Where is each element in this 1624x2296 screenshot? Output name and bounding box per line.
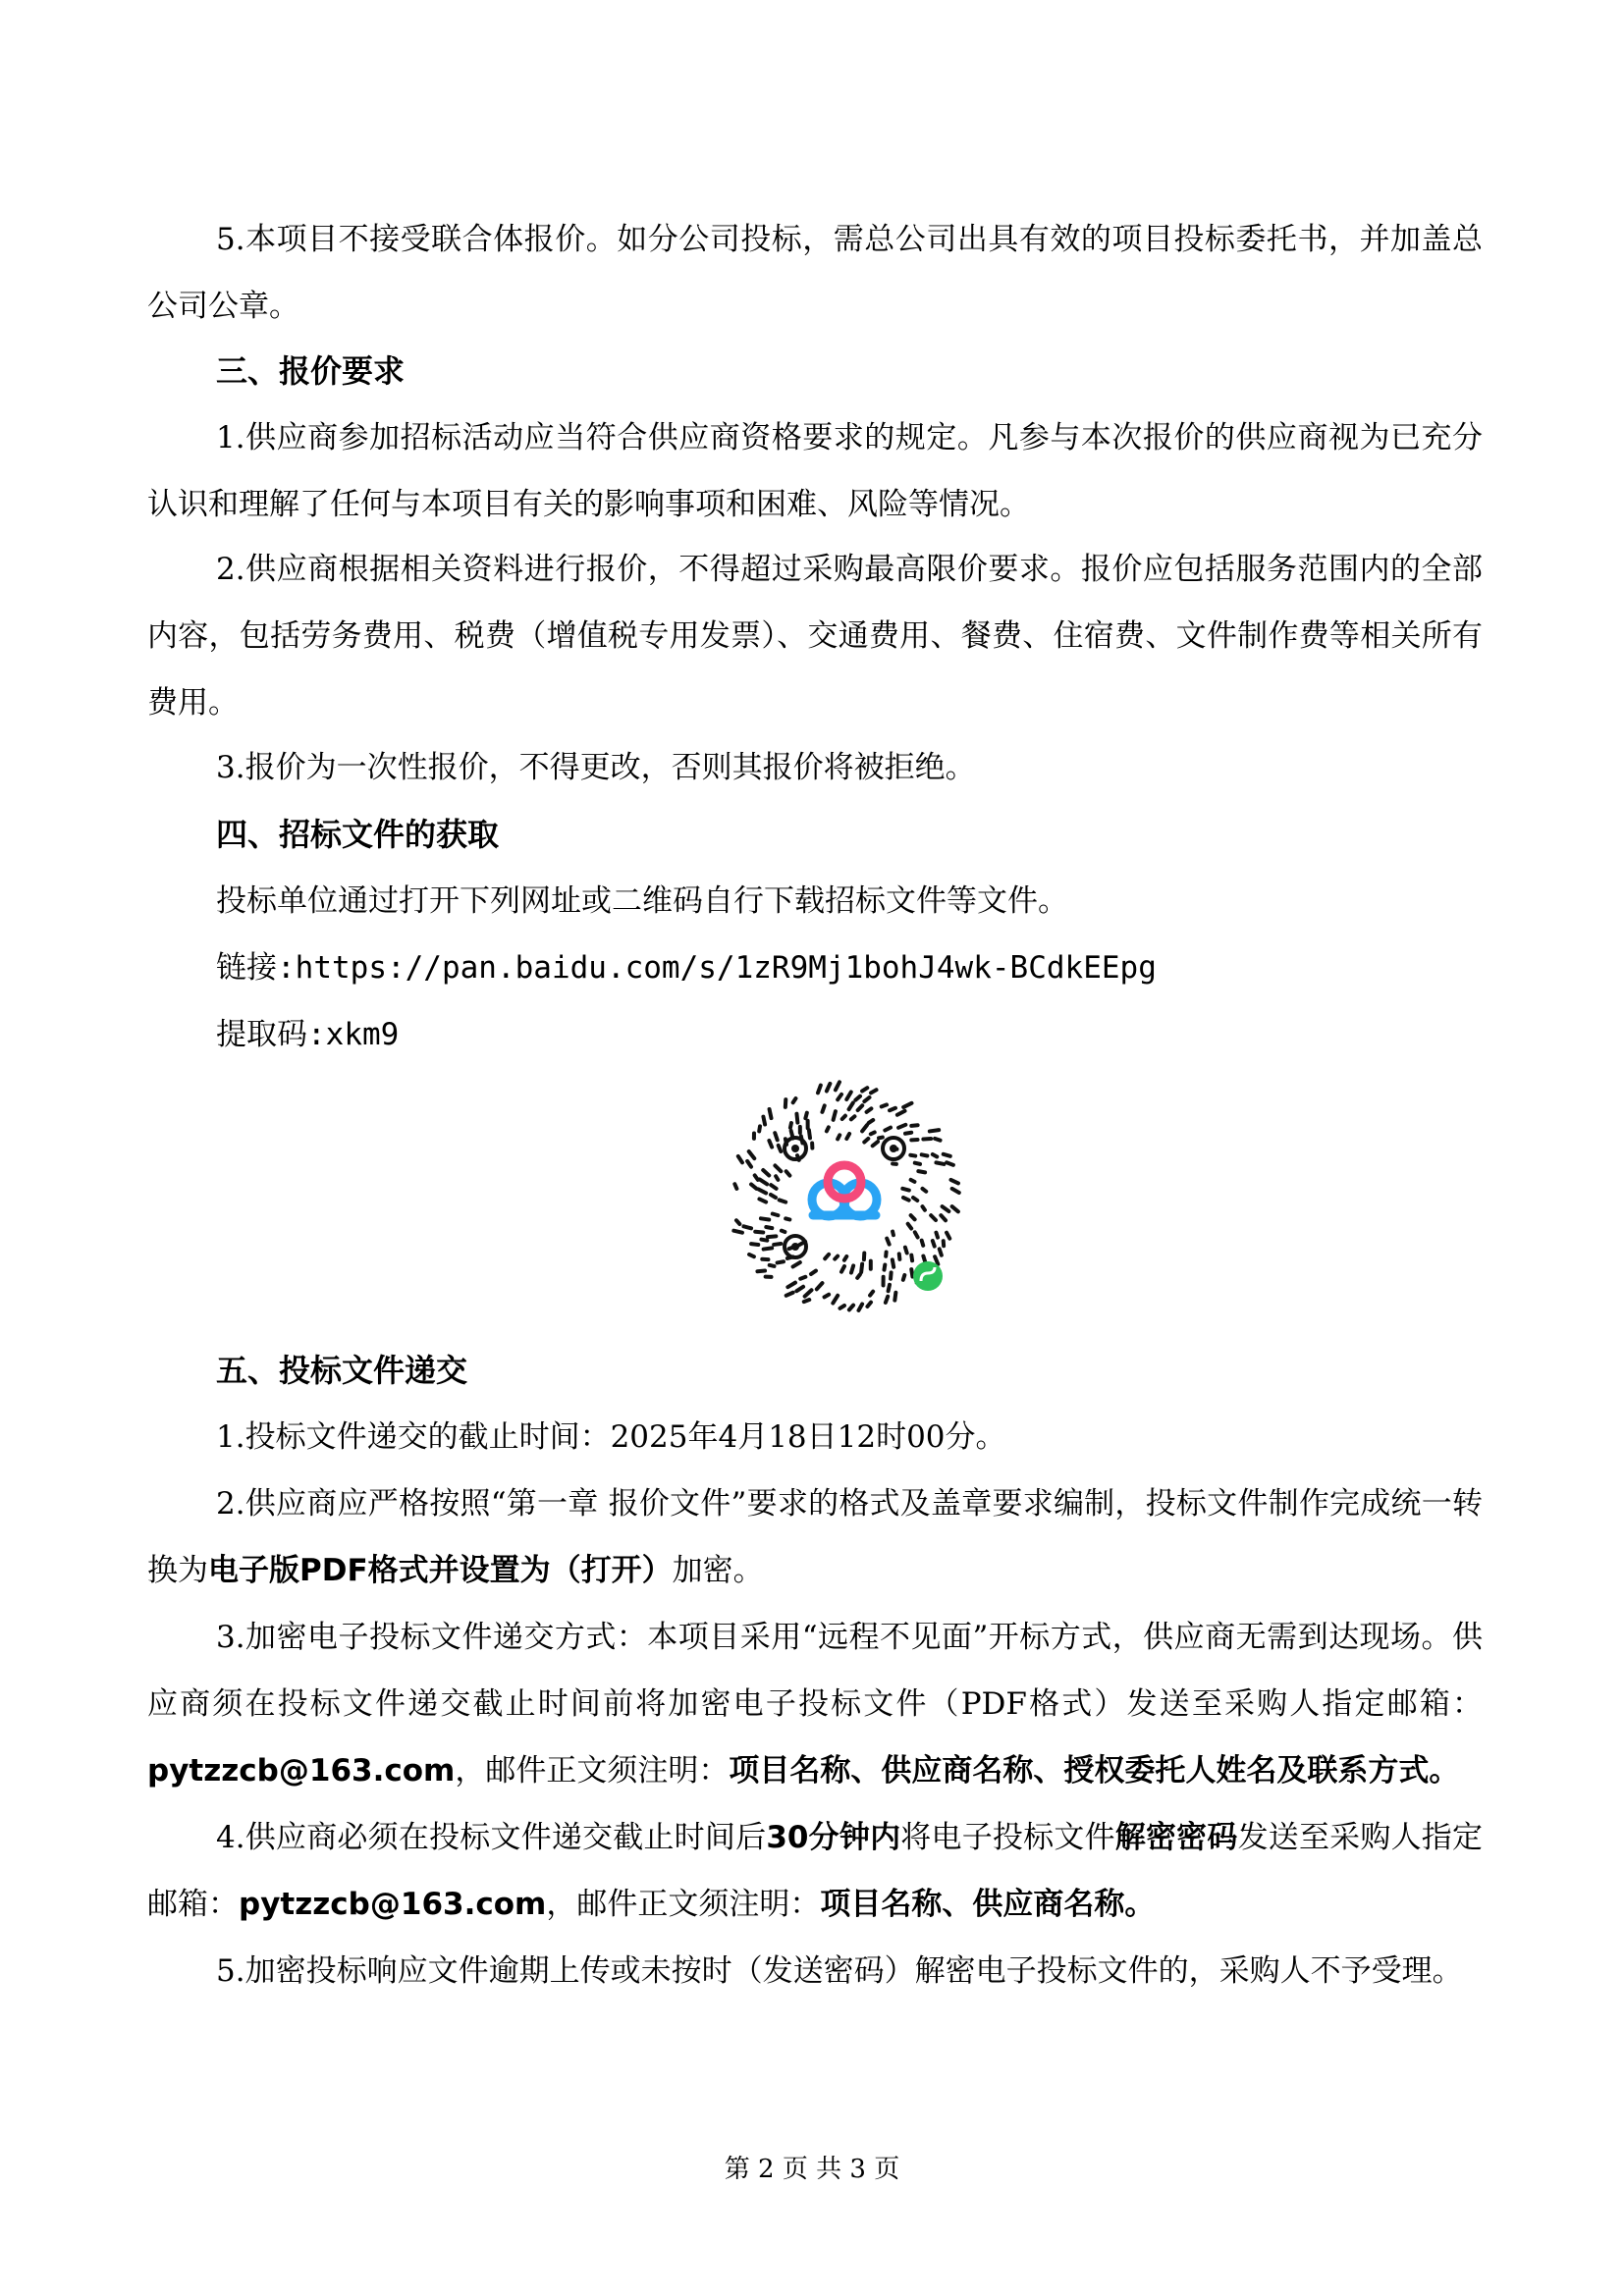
paragraph-quote-3: 3.报价为一次性报价，不得更改，否则其报价将被拒绝。 (216, 750, 976, 785)
format-text: 2.供应商应严格按照“第一章 报价文件”要求的格式及盖章要求编制，投标文件制作完成统一转换为 (147, 1486, 1483, 1588)
submission-email: pytzzcb@163.com (147, 1753, 456, 1789)
paragraph-consortium: 5.本项目不接受联合体报价。如分公司投标，需总公司出具有效的项目投标委托书，并加盖总公司公章。 (147, 222, 1483, 324)
mini-program-icon (913, 1261, 943, 1291)
baidu-netdisk-qr-icon[interactable] (727, 1080, 962, 1315)
submission-text: 3.加密电子投标文件递交方式：本项目采用“远程不见面”开标方式，供应商无需到达现场。供应商须在投标文件递交截止时间前将加密电子投标文件（PDF格式）发送至采购人指定邮箱： (147, 1620, 1483, 1722)
page-footer: 第 2 页 共 3 页 (724, 2155, 900, 2184)
format-end: 加密。 (672, 1553, 764, 1588)
decrypt-email: pytzzcb@163.com (239, 1887, 547, 1922)
decrypt-emphasis: 项目名称、供应商名称。 (820, 1887, 1156, 1922)
format-emphasis: 电子版PDF格式并设置为（打开） (208, 1553, 673, 1588)
decrypt-text-1: 4.供应商必须在投标文件递交截止时间后 (216, 1820, 767, 1855)
decrypt-text-4: ，邮件正文须注明： (546, 1887, 821, 1922)
extraction-code: 提取码:xkm9 (216, 1017, 400, 1052)
heading-submit-documents: 五、投标文件递交 (216, 1352, 468, 1389)
paragraph-obtain-intro: 投标单位通过打开下列网址或二维码自行下载招标文件等文件。 (216, 883, 1068, 919)
paragraph-decrypt (147, 1804, 1483, 1938)
paragraph-format (147, 1470, 1483, 1604)
paragraph-deadline: 1.投标文件递交的截止时间：2025年4月18日12时00分。 (216, 1419, 1006, 1455)
paragraph-submission (147, 1604, 1483, 1804)
download-link[interactable]: 链接:https://pan.baidu.com/s/1zR9Mj1bohJ4wk-BCdkEEpg (216, 950, 1157, 986)
heading-obtain-documents: 四、招标文件的获取 (216, 816, 500, 853)
decrypt-password: 解密密码 (1114, 1820, 1238, 1855)
heading-quote-requirements: 三、报价要求 (216, 352, 406, 390)
decrypt-time: 30分钟内 (766, 1820, 901, 1855)
decrypt-text-2: 将电子投标文件 (900, 1820, 1115, 1855)
submission-emphasis: 项目名称、供应商名称、授权委托人姓名及联系方式。 (729, 1753, 1460, 1789)
decrypt-text-3: 发送至采购人指定邮箱： (147, 1820, 1484, 1922)
paragraph-quote-2: 2.供应商根据相关资料进行报价，不得超过采购最高限价要求。报价应包括服务范围内的全部内容，包括劳务费用、税费（增值税专用发票）、交通费用、餐费、住宿费、文件制作费等相关所有费用。 (147, 552, 1483, 721)
paragraph-late: 5.加密投标响应文件逾期上传或未按时（发送密码）解密电子投标文件的，采购人不予受理。 (216, 1953, 1463, 1989)
paragraph-quote-1: 1.供应商参加招标活动应当符合供应商资格要求的规定。凡参与本次报价的供应商视为已充分认识和理解了任何与本项目有关的影响事项和困难、风险等情况。 (147, 420, 1483, 522)
submission-note: ，邮件正文须注明： (455, 1753, 730, 1789)
